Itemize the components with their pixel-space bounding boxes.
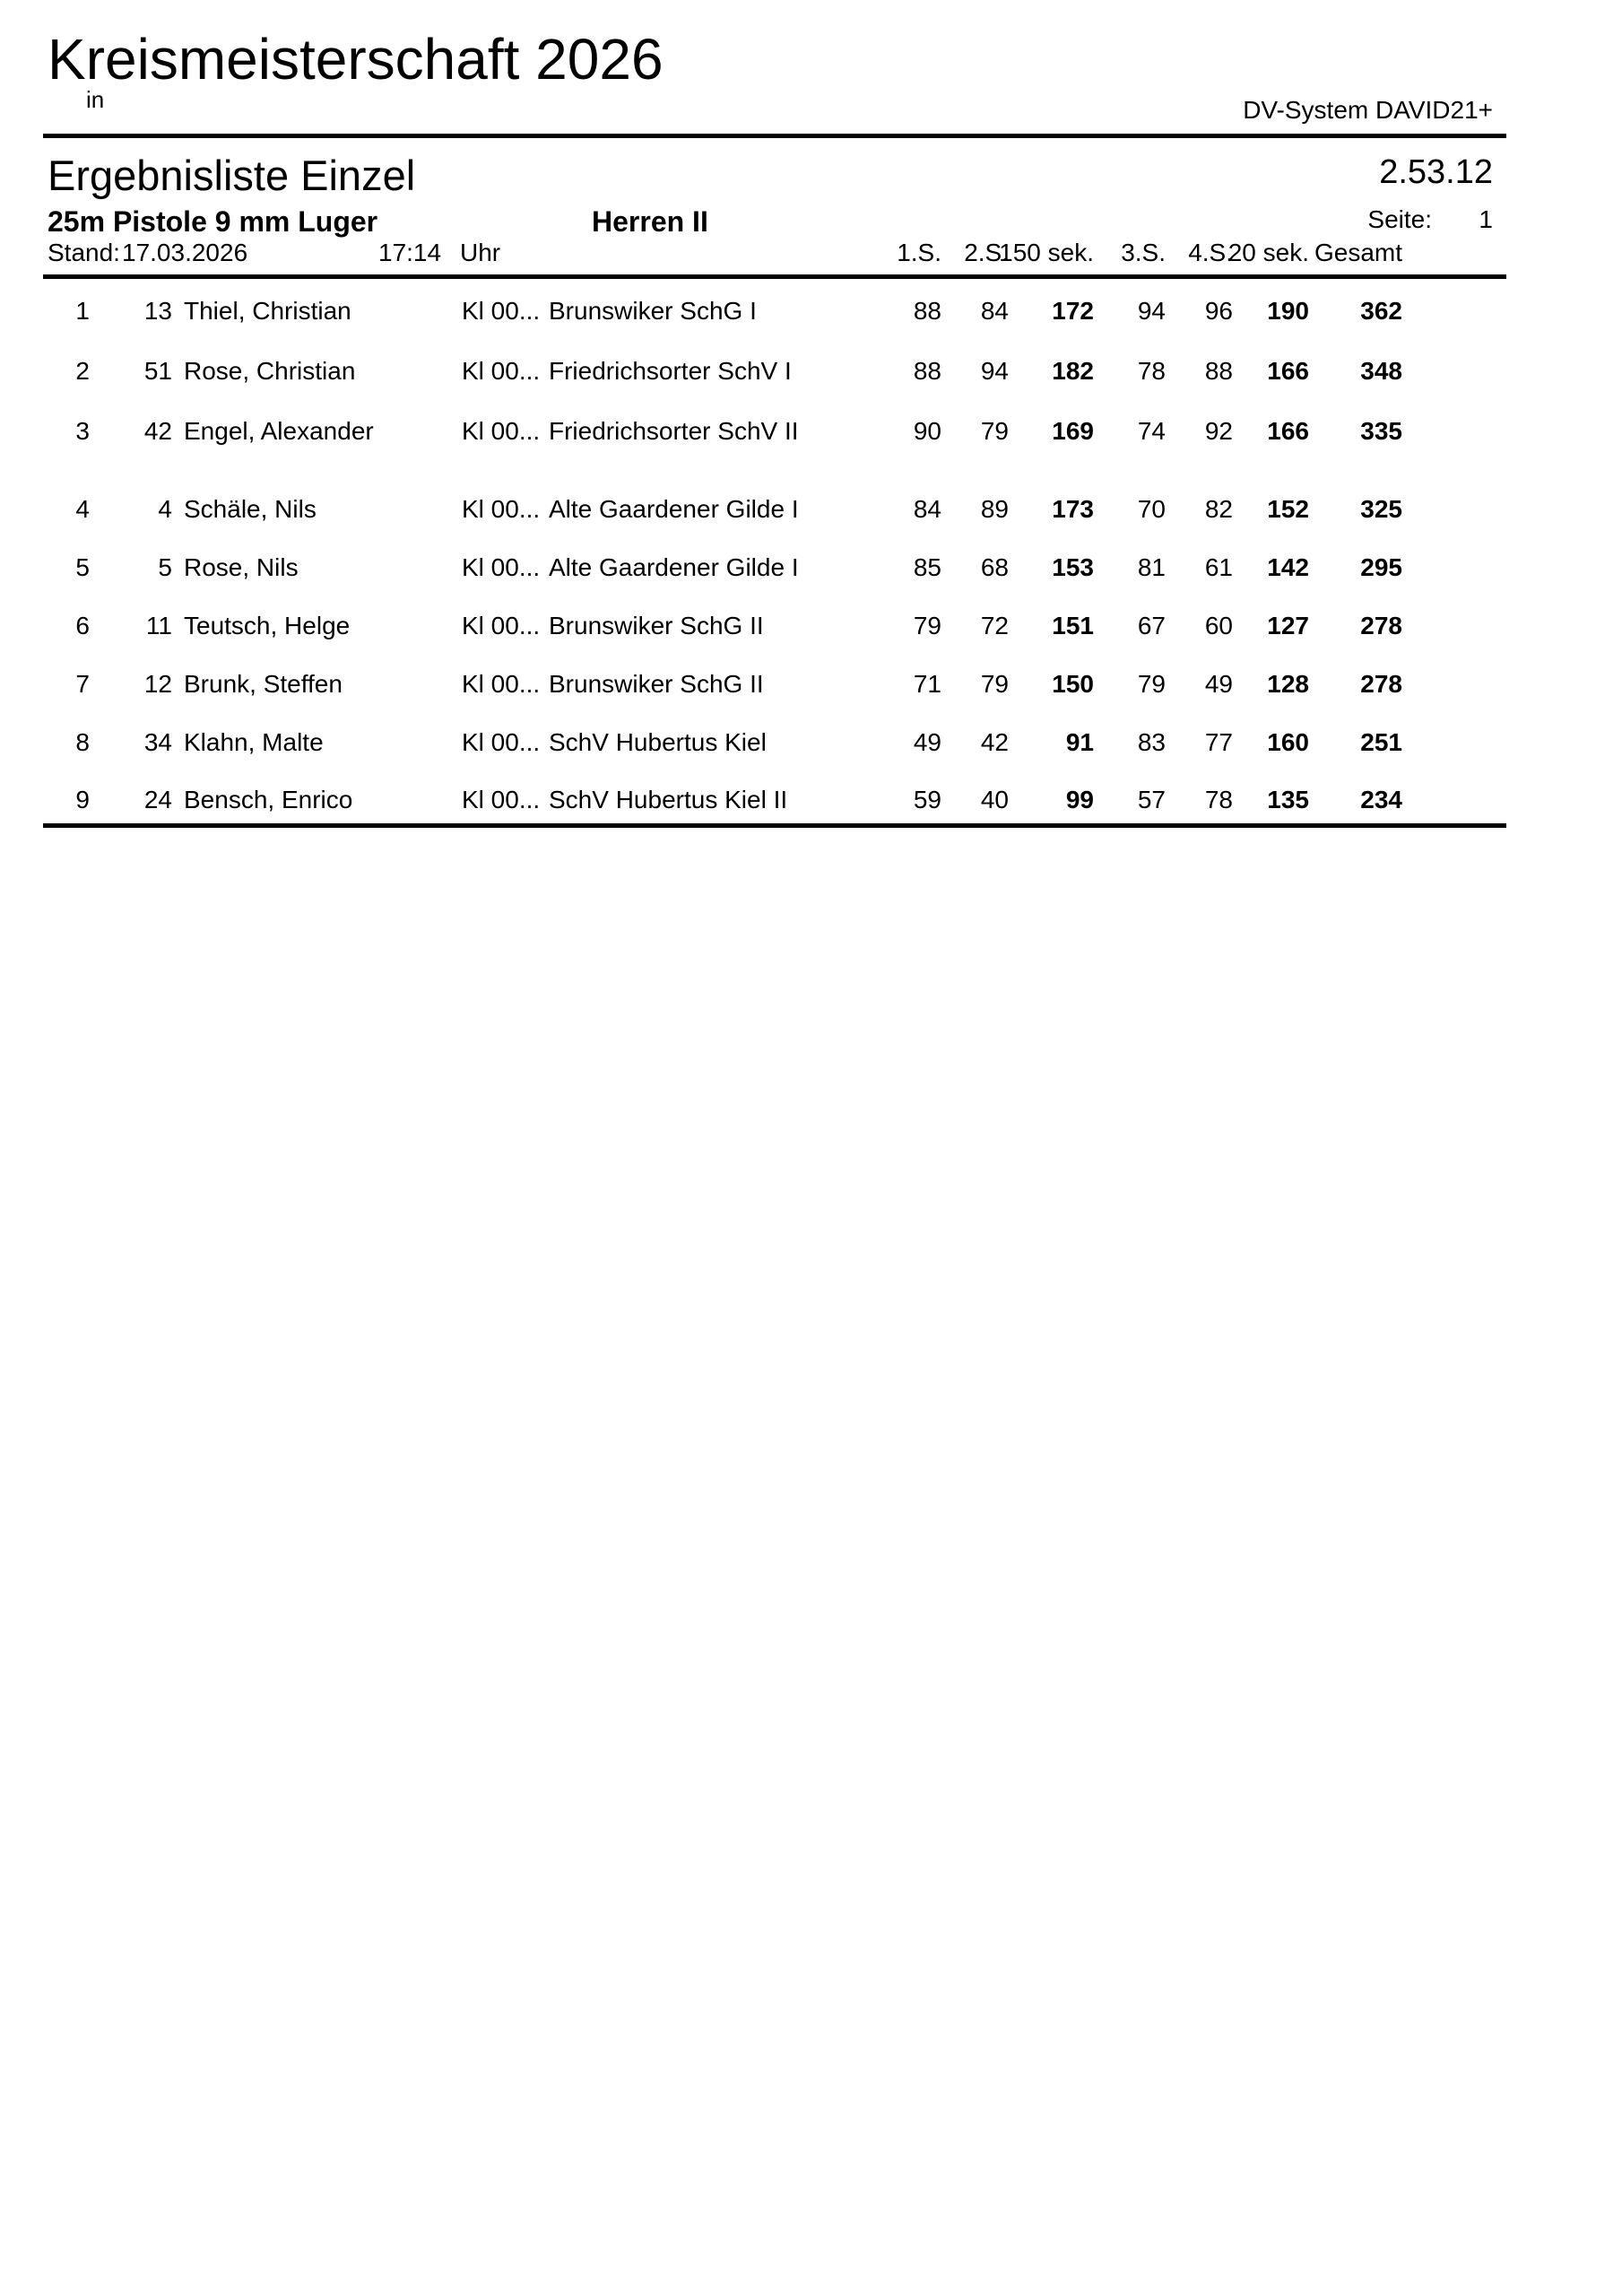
cell-shooter-name: Engel, Alexander <box>184 417 374 445</box>
cell-sum-20sek: 190 <box>1267 297 1309 325</box>
table-row <box>0 419 1622 449</box>
time-unit-label: Uhr <box>460 239 501 266</box>
cell-shooter-name: Klahn, Malte <box>184 728 324 756</box>
cell-sum-20sek: 127 <box>1267 612 1309 639</box>
cell-rank: 7 <box>75 670 90 698</box>
cell-total: 335 <box>1360 417 1402 445</box>
cell-sum-20sek: 160 <box>1267 728 1309 756</box>
cell-series2: 79 <box>980 417 1009 445</box>
cell-shooter-name: Rose, Nils <box>184 553 299 581</box>
cell-club: SchV Hubertus Kiel II <box>549 786 788 813</box>
cell-sum-150sek: 172 <box>1052 297 1094 325</box>
col-header-series1: 1.S. <box>897 239 941 266</box>
cell-shooter-name: Rose, Christian <box>184 357 356 385</box>
cell-shooter-name: Schäle, Nils <box>184 495 317 523</box>
table-row <box>0 672 1622 702</box>
table-bottom-rule <box>43 823 1506 828</box>
cell-rank: 4 <box>75 495 90 523</box>
cell-series4: 82 <box>1204 495 1233 523</box>
cell-series3: 83 <box>1137 728 1166 756</box>
cell-shooter-name: Thiel, Christian <box>184 297 351 325</box>
cell-shooter-name: Brunk, Steffen <box>184 670 343 698</box>
cell-sum-20sek: 128 <box>1267 670 1309 698</box>
cell-club: Friedrichsorter SchV II <box>549 417 799 445</box>
page-label: Seite: <box>1367 205 1432 233</box>
cell-series4: 49 <box>1204 670 1233 698</box>
cell-series1: 90 <box>913 417 941 445</box>
cell-rank: 6 <box>75 612 90 639</box>
cell-class: Kl 00... <box>462 553 541 581</box>
cell-start-number: 34 <box>143 728 172 756</box>
stand-date: 17.03.2026 <box>122 239 248 266</box>
cell-sum-150sek: 151 <box>1052 612 1094 639</box>
cell-club: Brunswiker SchG II <box>549 670 764 698</box>
cell-rank: 8 <box>75 728 90 756</box>
version-number: 2.53.12 <box>1379 153 1493 191</box>
cell-class: Kl 00... <box>462 786 541 813</box>
discipline-title: 25m Pistole 9 mm Luger <box>48 205 378 238</box>
cell-club: SchV Hubertus Kiel <box>549 728 767 756</box>
cell-rank: 5 <box>75 553 90 581</box>
cell-club: Alte Gaardener Gilde I <box>549 553 799 581</box>
col-header-series3: 3.S. <box>1121 239 1166 266</box>
cell-class: Kl 00... <box>462 670 541 698</box>
table-row <box>0 787 1622 818</box>
cell-club: Brunswiker SchG I <box>549 297 757 325</box>
cell-start-number: 5 <box>158 553 172 581</box>
cell-series1: 79 <box>913 612 941 639</box>
cell-total: 325 <box>1360 495 1402 523</box>
cell-series2: 94 <box>980 357 1009 385</box>
cell-sum-150sek: 153 <box>1052 553 1094 581</box>
cell-total: 234 <box>1360 786 1402 813</box>
cell-start-number: 24 <box>143 786 172 813</box>
cell-rank: 9 <box>75 786 90 813</box>
stand-label: Stand: <box>48 239 120 266</box>
cell-total: 251 <box>1360 728 1402 756</box>
cell-series2: 40 <box>980 786 1009 813</box>
cell-series2: 89 <box>980 495 1009 523</box>
cell-start-number: 12 <box>143 670 172 698</box>
cell-series3: 94 <box>1137 297 1166 325</box>
cell-rank: 3 <box>75 417 90 445</box>
cell-series3: 67 <box>1137 612 1166 639</box>
cell-class: Kl 00... <box>462 417 541 445</box>
cell-total: 362 <box>1360 297 1402 325</box>
cell-sum-150sek: 182 <box>1052 357 1094 385</box>
cell-shooter-name: Teutsch, Helge <box>184 612 351 639</box>
table-row <box>0 555 1622 586</box>
cell-series2: 42 <box>980 728 1009 756</box>
cell-series1: 71 <box>913 670 941 698</box>
col-header-gesamt: Gesamt <box>1314 239 1402 266</box>
cell-series4: 88 <box>1204 357 1233 385</box>
cell-class: Kl 00... <box>462 728 541 756</box>
cell-sum-20sek: 135 <box>1267 786 1309 813</box>
location-prefix: in <box>86 86 105 113</box>
cell-club: Alte Gaardener Gilde I <box>549 495 799 523</box>
table-row <box>0 730 1622 761</box>
cell-sum-150sek: 150 <box>1052 670 1094 698</box>
cell-series4: 61 <box>1204 553 1233 581</box>
cell-sum-150sek: 91 <box>1065 728 1094 756</box>
cell-start-number: 11 <box>145 612 172 639</box>
results-table <box>0 0 1622 861</box>
cell-series4: 77 <box>1204 728 1233 756</box>
category-title: Herren II <box>592 205 708 238</box>
cell-series1: 88 <box>913 297 941 325</box>
cell-series2: 72 <box>980 612 1009 639</box>
table-row <box>0 613 1622 644</box>
cell-series4: 78 <box>1204 786 1233 813</box>
table-row <box>0 497 1622 527</box>
cell-series3: 74 <box>1137 417 1166 445</box>
col-header-150sek: 150 sek. <box>999 239 1094 266</box>
cell-rank: 2 <box>75 357 90 385</box>
cell-series3: 79 <box>1137 670 1166 698</box>
cell-series1: 49 <box>913 728 941 756</box>
cell-start-number: 42 <box>143 417 172 445</box>
cell-class: Kl 00... <box>462 357 541 385</box>
table-row <box>0 299 1622 329</box>
col-header-series2: 2.S. <box>964 239 1009 266</box>
cell-sum-150sek: 99 <box>1065 786 1094 813</box>
col-header-20sek: 20 sek. <box>1227 239 1309 266</box>
cell-series1: 59 <box>913 786 941 813</box>
cell-total: 348 <box>1360 357 1402 385</box>
cell-sum-20sek: 142 <box>1267 553 1309 581</box>
page-number: 1 <box>1479 205 1493 233</box>
cell-series2: 79 <box>980 670 1009 698</box>
cell-sum-150sek: 169 <box>1052 417 1094 445</box>
cell-series4: 60 <box>1204 612 1233 639</box>
col-header-series4: 4.S. <box>1188 239 1233 266</box>
cell-series3: 70 <box>1137 495 1166 523</box>
cell-club: Brunswiker SchG II <box>549 612 764 639</box>
cell-class: Kl 00... <box>462 297 541 325</box>
table-row <box>0 359 1622 389</box>
cell-series3: 78 <box>1137 357 1166 385</box>
cell-series1: 84 <box>913 495 941 523</box>
cell-sum-20sek: 152 <box>1267 495 1309 523</box>
stand-time: 17:14 <box>378 239 442 266</box>
cell-series2: 68 <box>980 553 1009 581</box>
cell-series1: 85 <box>913 553 941 581</box>
cell-sum-20sek: 166 <box>1267 417 1309 445</box>
page-title: Kreismeisterschaft 2026 <box>48 27 664 91</box>
cell-sum-150sek: 173 <box>1052 495 1094 523</box>
cell-start-number: 51 <box>143 357 172 385</box>
cell-total: 295 <box>1360 553 1402 581</box>
cell-series4: 92 <box>1204 417 1233 445</box>
cell-club: Friedrichsorter SchV I <box>549 357 792 385</box>
cell-series4: 96 <box>1204 297 1233 325</box>
cell-series2: 84 <box>980 297 1009 325</box>
cell-series3: 81 <box>1137 553 1166 581</box>
dv-system-label: DV-System DAVID21+ <box>1243 96 1493 124</box>
cell-start-number: 13 <box>143 297 172 325</box>
list-title: Ergebnisliste Einzel <box>48 152 416 199</box>
cell-rank: 1 <box>75 297 90 325</box>
cell-sum-20sek: 166 <box>1267 357 1309 385</box>
cell-shooter-name: Bensch, Enrico <box>184 786 353 813</box>
cell-start-number: 4 <box>158 495 172 523</box>
cell-total: 278 <box>1360 670 1402 698</box>
cell-series3: 57 <box>1137 786 1166 813</box>
cell-total: 278 <box>1360 612 1402 639</box>
cell-class: Kl 00... <box>462 612 541 639</box>
cell-series1: 88 <box>913 357 941 385</box>
cell-class: Kl 00... <box>462 495 541 523</box>
